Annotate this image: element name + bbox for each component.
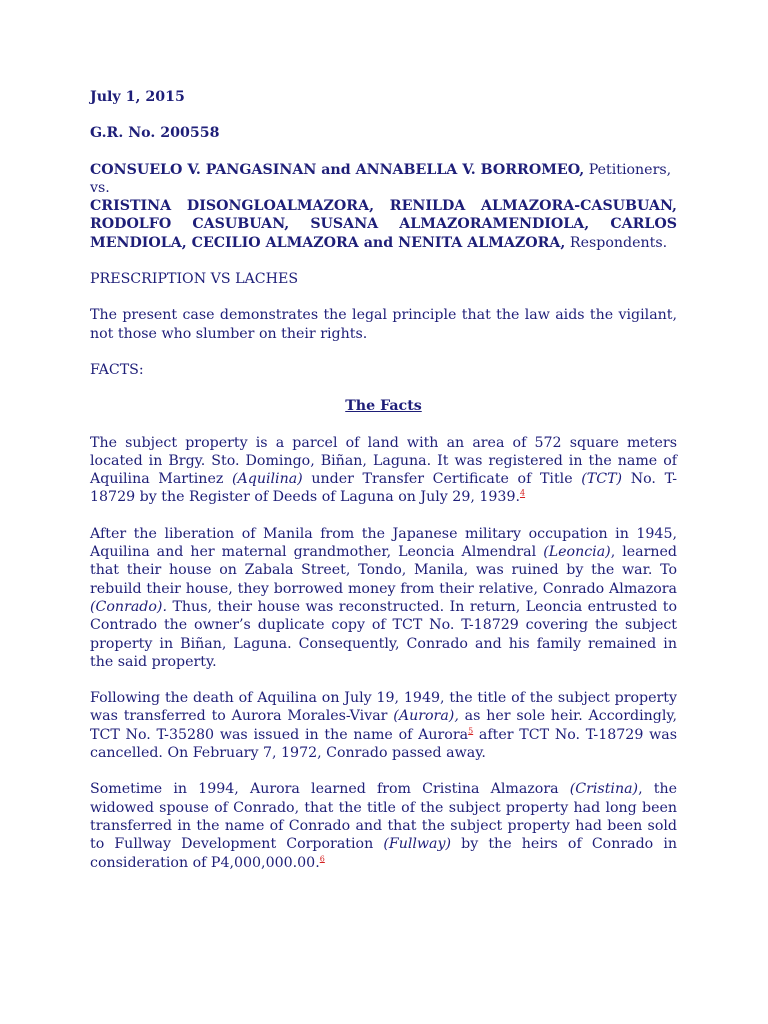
para2-italic-2: (Conrado). (90, 598, 167, 615)
topic-label: PRESCRIPTION VS LACHES (90, 271, 299, 288)
para2-text-2: , learned that their house on Zabala Street, Tondo, Manila, was ruined by the war. To rebuild their house, they borrowed money from their relative, Conrado Almazora (90, 544, 678, 597)
facts-paragraph-1 (90, 434, 677, 507)
para1-italic-2: (TCT) (581, 471, 623, 488)
footnote-link-4[interactable]: 4 (519, 488, 526, 498)
footnote-link-6[interactable]: 6 (319, 853, 325, 863)
respondents-line-2: RODOLFO CASUBUAN, SUSANA ALMAZORAMENDIOLA, CARLOS (90, 216, 677, 233)
facts-label: FACTS: (90, 361, 144, 378)
para3-text-3: after TCT No. T-18729 was cancelled. On February 7, 1972, Conrado passed away. (90, 726, 677, 762)
spacer (90, 252, 677, 270)
intro-paragraph: The present case demonstrates the legal principle that the law aids the vigilant, not those who slumber on their rights. (90, 307, 677, 342)
para1-italic-1: (Aquilina) (231, 471, 303, 488)
respondent-names-end: MENDIOLA, CECILIO ALMAZORA and NENITA ALMAZORA, (90, 234, 566, 251)
para1-text-1: The subject property is a parcel of land with an area of 572 square meters located in Brgy. Sto. Domingo, Biñan, Laguna. It was registered in the name of Aquilina Martinez (90, 434, 677, 488)
para3-italic-1: (Aurora), (393, 708, 459, 725)
para3-text-1: Following the death of Aquilina on July 19, 1949, the title of the subject property was transferred to Aurora Morales-Vivar (90, 690, 677, 725)
respondents-line-3 (90, 234, 677, 252)
para1-text-2: under Transfer Certificate of Title (302, 471, 582, 488)
petitioner-names: CONSUELO V. PANGASINAN and ANNABELLA V. BORROMEO, (90, 161, 585, 178)
case-number: G.R. No. 200558 (90, 125, 220, 142)
decision-date: July 1, 2015 (90, 89, 185, 105)
footnote-link-5[interactable]: 5 (468, 725, 474, 735)
petitioners-line (90, 161, 677, 179)
para1-text-3: No. T-18729 by the Register of Deeds of Laguna on July 29, 1939. (90, 471, 677, 506)
section-heading: The Facts (345, 398, 422, 415)
facts-paragraph-4 (90, 780, 677, 871)
respondent-role: Respondents. (569, 234, 668, 251)
facts-paragraph-3 (90, 689, 677, 762)
facts-paragraph-2 (90, 525, 677, 671)
para4-text-1: Sometime in 1994, Aurora learned from Cristina Almazora (90, 781, 570, 798)
para2-italic-1: (Leoncia) (543, 544, 611, 561)
para2-text-3: Thus, their house was reconstructed. In return, Leoncia entrusted to Contrado the owner’s duplicate copy of TCT No. T-18729 covering the subject property in Biñan, Laguna. Consequently, Conrado and his family remained in the said property. (90, 598, 677, 670)
para2-text-1: After the liberation of Manila from the Japanese military occupation in 1945, Aquilina and her maternal grandmother, Leoncia Almendral (90, 525, 677, 561)
para4-italic-1: (Cristina) (569, 781, 639, 798)
para3-text-2: as her sole heir. Accordingly, TCT No. T-35280 was issued in the name of Aurora (90, 708, 678, 743)
document-page (90, 88, 677, 890)
para4-text-3: by the heirs of Conrado in consideration of P4,000,000.00. (90, 836, 677, 871)
respondents-line-1: CRISTINA DISONGLOALMAZORA, RENILDA ALMAZORA-CASUBUAN, (90, 198, 677, 215)
para4-italic-2: (Fullway) (383, 836, 452, 853)
petitioner-role: Petitioners, (588, 161, 672, 178)
case-parties (90, 161, 677, 252)
para4-text-2: , the widowed spouse of Conrado, that the title of the subject property had long been transferred in the name of Conrado and that the subject property had been sold to Fullway Development Corporation (90, 781, 677, 853)
versus-label: vs. (90, 179, 110, 196)
